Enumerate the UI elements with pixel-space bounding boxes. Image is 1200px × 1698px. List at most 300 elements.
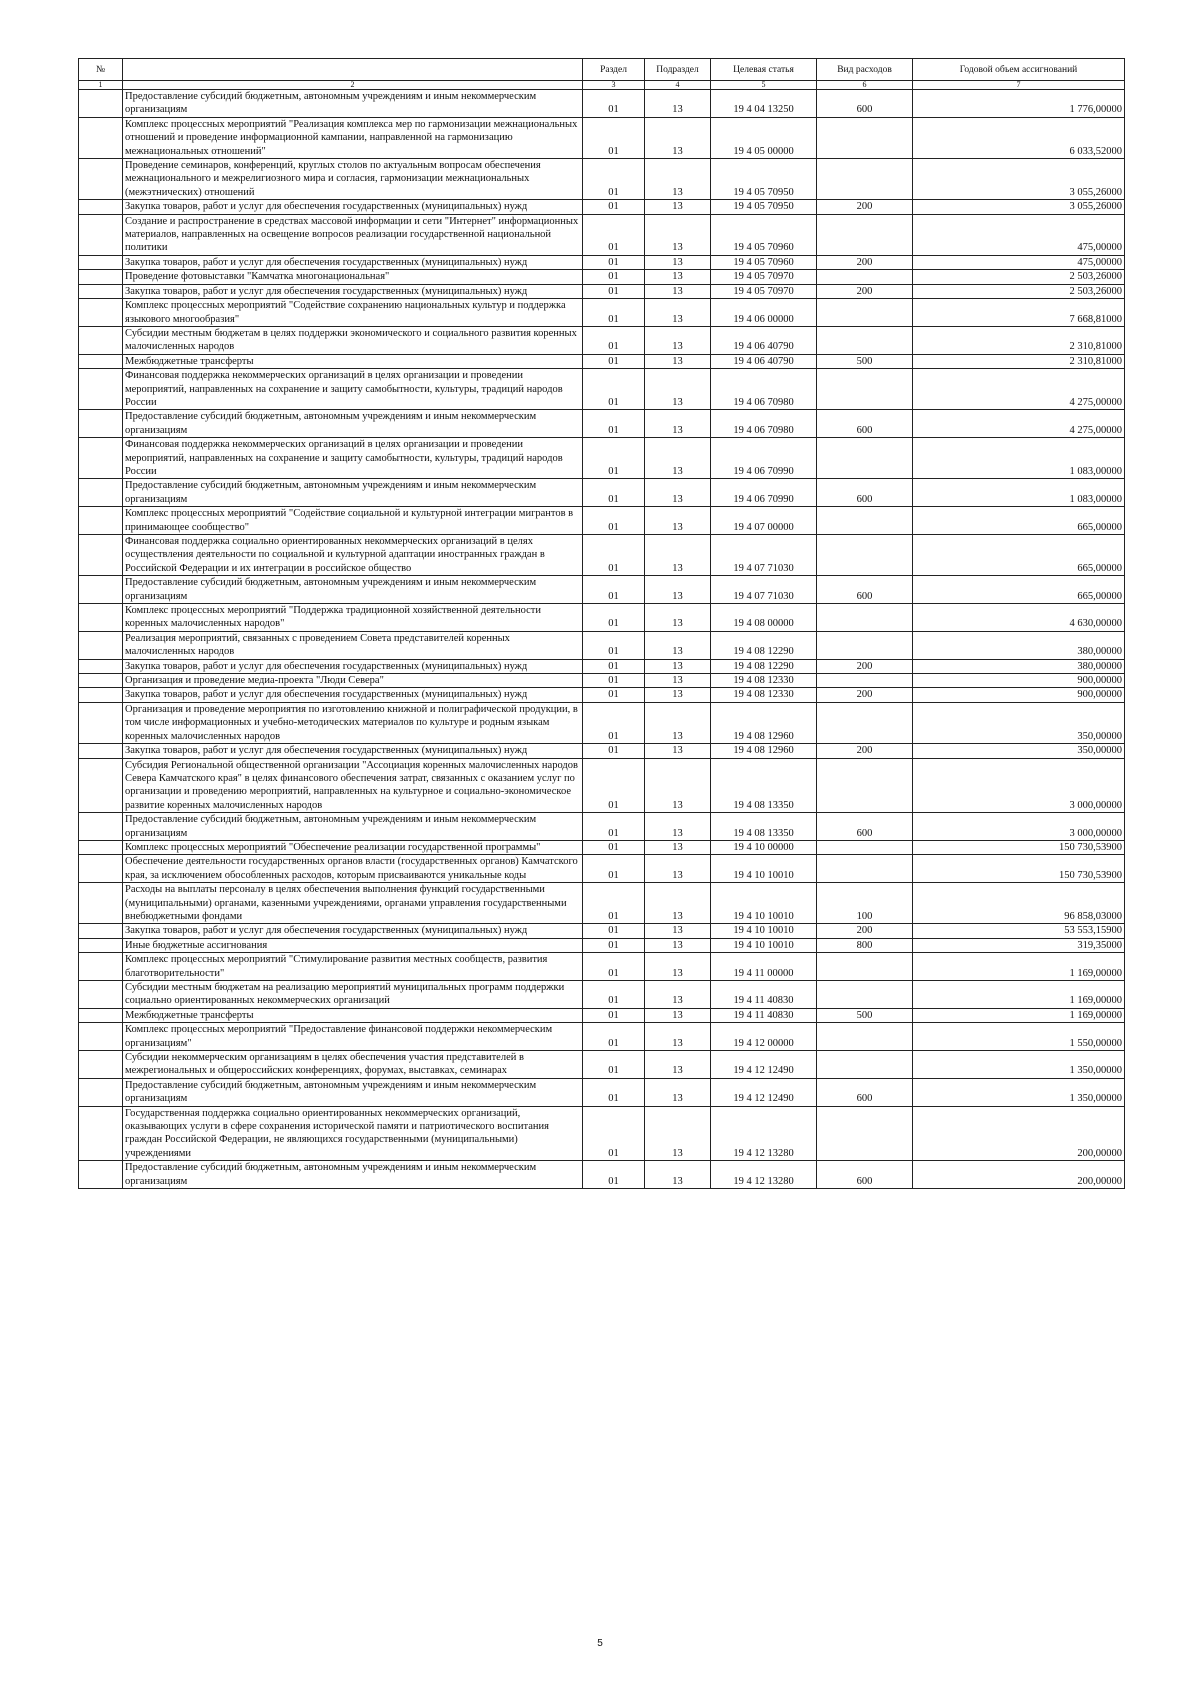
amount-cell: 319,35000	[913, 938, 1125, 952]
row-name-cell: Комплекс процессных мероприятий "Обеспечение реализации государственной программы"	[123, 840, 583, 854]
amount-cell: 1 169,00000	[913, 981, 1125, 1009]
index-cell: 6	[817, 81, 913, 90]
expense-type-cell: 500	[817, 1008, 913, 1022]
table-row	[79, 159, 1125, 200]
table-row	[79, 702, 1125, 743]
page-number: 5	[597, 1638, 603, 1649]
subsection-cell: 13	[645, 659, 711, 673]
article-cell: 19 4 06 40790	[711, 326, 817, 354]
row-name-cell: Закупка товаров, работ и услуг для обеспечения государственных (муниципальных) нужд	[123, 744, 583, 758]
table-row	[79, 758, 1125, 813]
header-number: №	[79, 59, 123, 81]
section-cell: 01	[583, 214, 645, 255]
section-cell: 01	[583, 688, 645, 702]
subsection-cell: 13	[645, 479, 711, 507]
amount-cell: 96 858,03000	[913, 883, 1125, 924]
article-cell: 19 4 04 13250	[711, 90, 817, 118]
table-row	[79, 674, 1125, 688]
subsection-cell: 13	[645, 576, 711, 604]
row-number-cell	[79, 758, 123, 813]
row-name-cell: Предоставление субсидий бюджетным, автономным учреждениям и иным некоммерческим организациям	[123, 1078, 583, 1106]
table-row	[79, 688, 1125, 702]
row-number-cell	[79, 813, 123, 841]
section-cell: 01	[583, 1161, 645, 1189]
amount-cell: 665,00000	[913, 535, 1125, 576]
expense-type-cell	[817, 840, 913, 854]
expense-type-cell	[817, 159, 913, 200]
amount-cell: 1 776,00000	[913, 90, 1125, 118]
section-cell: 01	[583, 576, 645, 604]
table-row	[79, 1161, 1125, 1189]
expense-type-cell: 600	[817, 1078, 913, 1106]
expense-type-cell	[817, 1051, 913, 1079]
expense-type-cell	[817, 855, 913, 883]
article-cell: 19 4 05 70960	[711, 255, 817, 269]
article-cell: 19 4 06 70980	[711, 369, 817, 410]
expense-type-cell	[817, 507, 913, 535]
row-number-cell	[79, 1106, 123, 1161]
section-cell: 01	[583, 299, 645, 327]
index-cell: 2	[123, 81, 583, 90]
amount-cell: 2 310,81000	[913, 326, 1125, 354]
article-cell: 19 4 06 40790	[711, 354, 817, 368]
expense-type-cell	[817, 1106, 913, 1161]
expense-type-cell: 600	[817, 1161, 913, 1189]
article-cell: 19 4 05 70960	[711, 214, 817, 255]
expense-type-cell: 200	[817, 200, 913, 214]
amount-cell: 1 083,00000	[913, 438, 1125, 479]
header-annual-amount: Годовой объем ассигнований	[913, 59, 1125, 81]
section-cell: 01	[583, 953, 645, 981]
subsection-cell: 13	[645, 1078, 711, 1106]
expense-type-cell	[817, 117, 913, 158]
table-row	[79, 659, 1125, 673]
table-row	[79, 369, 1125, 410]
row-number-cell	[79, 604, 123, 632]
table-row	[79, 953, 1125, 981]
section-cell: 01	[583, 159, 645, 200]
expense-type-cell: 600	[817, 813, 913, 841]
section-cell: 01	[583, 326, 645, 354]
article-cell: 19 4 10 10010	[711, 855, 817, 883]
article-cell: 19 4 07 00000	[711, 507, 817, 535]
table-row	[79, 270, 1125, 284]
amount-cell: 200,00000	[913, 1106, 1125, 1161]
expense-type-cell: 200	[817, 688, 913, 702]
article-cell: 19 4 10 00000	[711, 840, 817, 854]
row-name-cell: Иные бюджетные ассигнования	[123, 938, 583, 952]
article-cell: 19 4 08 12960	[711, 744, 817, 758]
expense-type-cell	[817, 1023, 913, 1051]
subsection-cell: 13	[645, 855, 711, 883]
expense-type-cell: 600	[817, 410, 913, 438]
row-name-cell: Финансовая поддержка социально ориентированных некоммерческих организаций в целях осуществления деятельности по социальной и культурной адаптации иностранных граждан в Российской Федерации и их интеграции в российское общество	[123, 535, 583, 576]
section-cell: 01	[583, 270, 645, 284]
section-cell: 01	[583, 924, 645, 938]
subsection-cell: 13	[645, 410, 711, 438]
table-row	[79, 840, 1125, 854]
index-cell: 4	[645, 81, 711, 90]
expense-type-cell	[817, 604, 913, 632]
section-cell: 01	[583, 631, 645, 659]
row-name-cell: Проведение семинаров, конференций, круглых столов по актуальным вопросам обеспечения межнационального и межрелигиозного мира и согласия, гармонизации межнациональных (межэтнических) отношений	[123, 159, 583, 200]
table-row	[79, 200, 1125, 214]
expense-type-cell: 600	[817, 90, 913, 118]
row-number-cell	[79, 1023, 123, 1051]
row-name-cell: Предоставление субсидий бюджетным, автономным учреждениям и иным некоммерческим организациям	[123, 479, 583, 507]
budget-table	[78, 58, 1125, 1189]
subsection-cell: 13	[645, 1023, 711, 1051]
section-cell: 01	[583, 1008, 645, 1022]
row-number-cell	[79, 299, 123, 327]
amount-cell: 4 275,00000	[913, 410, 1125, 438]
subsection-cell: 13	[645, 284, 711, 298]
article-cell: 19 4 07 71030	[711, 535, 817, 576]
expense-type-cell	[817, 270, 913, 284]
amount-cell: 4 275,00000	[913, 369, 1125, 410]
expense-type-cell: 200	[817, 659, 913, 673]
row-number-cell	[79, 507, 123, 535]
row-number-cell	[79, 284, 123, 298]
table-row	[79, 438, 1125, 479]
section-cell: 01	[583, 90, 645, 118]
section-cell: 01	[583, 1106, 645, 1161]
row-name-cell: Субсидия Региональной общественной организации "Ассоциация коренных малочисленных народов Севера Камчатского края" в целях финансового обеспечения затрат, связанных с оказанием услуг по организации и проведению мероприятий, направленных на культурное и социально-экономическое развитие коренных малочисленных народов	[123, 758, 583, 813]
article-cell: 19 4 08 12330	[711, 688, 817, 702]
amount-cell: 1 083,00000	[913, 479, 1125, 507]
article-cell: 19 4 11 40830	[711, 1008, 817, 1022]
amount-cell: 665,00000	[913, 507, 1125, 535]
section-cell: 01	[583, 1051, 645, 1079]
subsection-cell: 13	[645, 507, 711, 535]
expense-type-cell: 600	[817, 576, 913, 604]
row-number-cell	[79, 659, 123, 673]
row-name-cell: Закупка товаров, работ и услуг для обеспечения государственных (муниципальных) нужд	[123, 924, 583, 938]
subsection-cell: 13	[645, 369, 711, 410]
section-cell: 01	[583, 410, 645, 438]
section-cell: 01	[583, 604, 645, 632]
row-number-cell	[79, 200, 123, 214]
row-number-cell	[79, 326, 123, 354]
subsection-cell: 13	[645, 1008, 711, 1022]
row-number-cell	[79, 702, 123, 743]
article-cell: 19 4 12 12490	[711, 1051, 817, 1079]
section-cell: 01	[583, 758, 645, 813]
subsection-cell: 13	[645, 981, 711, 1009]
row-number-cell	[79, 744, 123, 758]
article-cell: 19 4 06 70980	[711, 410, 817, 438]
row-name-cell: Комплекс процессных мероприятий "Стимулирование развития местных сообществ, развития благотворительности"	[123, 953, 583, 981]
amount-cell: 200,00000	[913, 1161, 1125, 1189]
article-cell: 19 4 08 12290	[711, 659, 817, 673]
row-name-cell: Финансовая поддержка некоммерческих организаций в целях организации и проведении мероприятий, направленных на сохранение и защиту самобытности, культуры, традиций народов России	[123, 369, 583, 410]
expense-type-cell	[817, 953, 913, 981]
amount-cell: 665,00000	[913, 576, 1125, 604]
row-number-cell	[79, 354, 123, 368]
row-name-cell: Субсидии местным бюджетам в целях поддержки экономического и социального развития коренных малочисленных народов	[123, 326, 583, 354]
table-header-row	[79, 59, 1125, 81]
article-cell: 19 4 08 12330	[711, 674, 817, 688]
row-name-cell: Комплекс процессных мероприятий "Предоставление финансовой поддержки некоммерческим организациям"	[123, 1023, 583, 1051]
row-name-cell: Межбюджетные трансферты	[123, 354, 583, 368]
amount-cell: 380,00000	[913, 659, 1125, 673]
subsection-cell: 13	[645, 117, 711, 158]
row-number-cell	[79, 883, 123, 924]
row-name-cell: Обеспечение деятельности государственных органов власти (государственных органов) Камчатского края, за исключением обособленных расходов, которым присваиваются уникальные коды	[123, 855, 583, 883]
article-cell: 19 4 10 10010	[711, 924, 817, 938]
row-name-cell: Закупка товаров, работ и услуг для обеспечения государственных (муниципальных) нужд	[123, 688, 583, 702]
table-row	[79, 1051, 1125, 1079]
row-name-cell: Государственная поддержка социально ориентированных некоммерческих организаций, оказывающих услуги в сфере сохранения исторической памяти и патриотического воспитания граждан Российской Федерации, не являющихся государственными (муниципальными) учреждениями	[123, 1106, 583, 1161]
section-cell: 01	[583, 674, 645, 688]
table-row	[79, 576, 1125, 604]
row-number-cell	[79, 674, 123, 688]
expense-type-cell: 500	[817, 354, 913, 368]
expense-type-cell: 100	[817, 883, 913, 924]
section-cell: 01	[583, 744, 645, 758]
section-cell: 01	[583, 813, 645, 841]
row-number-cell	[79, 840, 123, 854]
row-name-cell: Закупка товаров, работ и услуг для обеспечения государственных (муниципальных) нужд	[123, 255, 583, 269]
row-name-cell: Предоставление субсидий бюджетным, автономным учреждениям и иным некоммерческим организациям	[123, 1161, 583, 1189]
row-number-cell	[79, 924, 123, 938]
row-number-cell	[79, 410, 123, 438]
article-cell: 19 4 05 70970	[711, 270, 817, 284]
amount-cell: 2 310,81000	[913, 354, 1125, 368]
expense-type-cell	[817, 702, 913, 743]
article-cell: 19 4 08 12290	[711, 631, 817, 659]
header-name	[123, 59, 583, 81]
section-cell: 01	[583, 1023, 645, 1051]
row-name-cell: Реализация мероприятий, связанных с проведением Совета представителей коренных малочисленных народов	[123, 631, 583, 659]
article-cell: 19 4 05 70950	[711, 159, 817, 200]
table-row	[79, 535, 1125, 576]
row-number-cell	[79, 855, 123, 883]
expense-type-cell: 200	[817, 284, 913, 298]
table-row	[79, 744, 1125, 758]
section-cell: 01	[583, 981, 645, 1009]
header-expense-type: Вид расходов	[817, 59, 913, 81]
expense-type-cell: 200	[817, 924, 913, 938]
amount-cell: 7 668,81000	[913, 299, 1125, 327]
article-cell: 19 4 12 13280	[711, 1106, 817, 1161]
row-name-cell: Организация и проведение медиа-проекта "Люди Севера"	[123, 674, 583, 688]
subsection-cell: 13	[645, 688, 711, 702]
row-name-cell: Закупка товаров, работ и услуг для обеспечения государственных (муниципальных) нужд	[123, 659, 583, 673]
expense-type-cell	[817, 758, 913, 813]
row-name-cell: Предоставление субсидий бюджетным, автономным учреждениям и иным некоммерческим организациям	[123, 813, 583, 841]
row-name-cell: Предоставление субсидий бюджетным, автономным учреждениям и иным некоммерческим организациям	[123, 410, 583, 438]
expense-type-cell	[817, 981, 913, 1009]
subsection-cell: 13	[645, 214, 711, 255]
subsection-cell: 13	[645, 840, 711, 854]
subsection-cell: 13	[645, 159, 711, 200]
row-number-cell	[79, 369, 123, 410]
amount-cell: 350,00000	[913, 744, 1125, 758]
subsection-cell: 13	[645, 953, 711, 981]
article-cell: 19 4 05 70950	[711, 200, 817, 214]
section-cell: 01	[583, 255, 645, 269]
expense-type-cell	[817, 631, 913, 659]
row-name-cell: Организация и проведение мероприятия по изготовлению книжной и полиграфической продукции, в том числе информационных и учебно-методических материалов по культуре и родным языкам коренных малочисленных народов	[123, 702, 583, 743]
table-row	[79, 299, 1125, 327]
subsection-cell: 13	[645, 200, 711, 214]
subsection-cell: 13	[645, 1106, 711, 1161]
section-cell: 01	[583, 507, 645, 535]
row-number-cell	[79, 938, 123, 952]
article-cell: 19 4 06 70990	[711, 479, 817, 507]
subsection-cell: 13	[645, 604, 711, 632]
article-cell: 19 4 12 12490	[711, 1078, 817, 1106]
subsection-cell: 13	[645, 326, 711, 354]
header-section: Раздел	[583, 59, 645, 81]
subsection-cell: 13	[645, 255, 711, 269]
expense-type-cell	[817, 674, 913, 688]
row-number-cell	[79, 479, 123, 507]
table-row	[79, 938, 1125, 952]
subsection-cell: 13	[645, 90, 711, 118]
row-number-cell	[79, 438, 123, 479]
table-row	[79, 1078, 1125, 1106]
article-cell: 19 4 05 00000	[711, 117, 817, 158]
subsection-cell: 13	[645, 702, 711, 743]
row-number-cell	[79, 1161, 123, 1189]
header-article: Целевая статья	[711, 59, 817, 81]
row-name-cell: Расходы на выплаты персоналу в целях обеспечения выполнения функций государственными (муниципальными) органами, казенными учреждениями, органами управления государственными внебюджетными фондами	[123, 883, 583, 924]
amount-cell: 1 350,00000	[913, 1078, 1125, 1106]
expense-type-cell	[817, 299, 913, 327]
row-number-cell	[79, 631, 123, 659]
amount-cell: 1 169,00000	[913, 953, 1125, 981]
row-name-cell: Закупка товаров, работ и услуг для обеспечения государственных (муниципальных) нужд	[123, 200, 583, 214]
row-number-cell	[79, 255, 123, 269]
subsection-cell: 13	[645, 1161, 711, 1189]
subsection-cell: 13	[645, 299, 711, 327]
amount-cell: 475,00000	[913, 255, 1125, 269]
table-row	[79, 631, 1125, 659]
section-cell: 01	[583, 702, 645, 743]
header-subsection: Подраздел	[645, 59, 711, 81]
section-cell: 01	[583, 938, 645, 952]
expense-type-cell: 200	[817, 744, 913, 758]
article-cell: 19 4 11 00000	[711, 953, 817, 981]
section-cell: 01	[583, 284, 645, 298]
subsection-cell: 13	[645, 1051, 711, 1079]
row-name-cell: Комплекс процессных мероприятий "Поддержка традиционной хозяйственной деятельности коренных малочисленных народов"	[123, 604, 583, 632]
table-row	[79, 604, 1125, 632]
subsection-cell: 13	[645, 535, 711, 576]
expense-type-cell: 800	[817, 938, 913, 952]
row-number-cell	[79, 981, 123, 1009]
row-name-cell: Межбюджетные трансферты	[123, 1008, 583, 1022]
section-cell: 01	[583, 479, 645, 507]
table-row	[79, 924, 1125, 938]
section-cell: 01	[583, 369, 645, 410]
amount-cell: 1 550,00000	[913, 1023, 1125, 1051]
subsection-cell: 13	[645, 354, 711, 368]
amount-cell: 900,00000	[913, 688, 1125, 702]
row-number-cell	[79, 117, 123, 158]
row-name-cell: Субсидии некоммерческим организациям в целях обеспечения участия представителей в межрегиональных и общероссийских конференциях, форумах, выставках, семинарах	[123, 1051, 583, 1079]
row-name-cell: Проведение фотовыставки "Камчатка многонациональная"	[123, 270, 583, 284]
article-cell: 19 4 11 40830	[711, 981, 817, 1009]
article-cell: 19 4 10 10010	[711, 883, 817, 924]
section-cell: 01	[583, 855, 645, 883]
article-cell: 19 4 06 00000	[711, 299, 817, 327]
subsection-cell: 13	[645, 631, 711, 659]
amount-cell: 3 055,26000	[913, 200, 1125, 214]
row-name-cell: Комплекс процессных мероприятий "Содействие социальной и культурной интеграции мигрантов в принимающее сообщество"	[123, 507, 583, 535]
section-cell: 01	[583, 659, 645, 673]
article-cell: 19 4 08 13350	[711, 813, 817, 841]
expense-type-cell	[817, 326, 913, 354]
amount-cell: 3 000,00000	[913, 813, 1125, 841]
table-row	[79, 1008, 1125, 1022]
row-name-cell: Финансовая поддержка некоммерческих организаций в целях организации и проведении мероприятий, направленных на сохранение и защиту самобытности, культуры, традиций народов России	[123, 438, 583, 479]
section-cell: 01	[583, 840, 645, 854]
table-row	[79, 326, 1125, 354]
row-number-cell	[79, 90, 123, 118]
row-name-cell: Предоставление субсидий бюджетным, автономным учреждениям и иным некоммерческим организациям	[123, 576, 583, 604]
row-name-cell: Комплекс процессных мероприятий "Реализация комплекса мер по гармонизации межнациональных отношений и проведение информационной кампании, направленной на гармонизацию межнациональных отношений"	[123, 117, 583, 158]
section-cell: 01	[583, 117, 645, 158]
amount-cell: 900,00000	[913, 674, 1125, 688]
subsection-cell: 13	[645, 438, 711, 479]
amount-cell: 2 503,26000	[913, 284, 1125, 298]
subsection-cell: 13	[645, 883, 711, 924]
amount-cell: 6 033,52000	[913, 117, 1125, 158]
section-cell: 01	[583, 1078, 645, 1106]
table-row	[79, 117, 1125, 158]
article-cell: 19 4 12 00000	[711, 1023, 817, 1051]
row-number-cell	[79, 576, 123, 604]
subsection-cell: 13	[645, 758, 711, 813]
expense-type-cell	[817, 214, 913, 255]
article-cell: 19 4 12 13280	[711, 1161, 817, 1189]
amount-cell: 350,00000	[913, 702, 1125, 743]
row-number-cell	[79, 1008, 123, 1022]
amount-cell: 2 503,26000	[913, 270, 1125, 284]
row-name-cell: Предоставление субсидий бюджетным, автономным учреждениям и иным некоммерческим организациям	[123, 90, 583, 118]
amount-cell: 150 730,53900	[913, 840, 1125, 854]
article-cell: 19 4 06 70990	[711, 438, 817, 479]
section-cell: 01	[583, 354, 645, 368]
article-cell: 19 4 07 71030	[711, 576, 817, 604]
expense-type-cell	[817, 369, 913, 410]
row-name-cell: Создание и распространение в средствах массовой информации и сети "Интернет" информационных материалов, направленных на освещение вопросов реализации государственной национальной политики	[123, 214, 583, 255]
section-cell: 01	[583, 200, 645, 214]
index-cell: 5	[711, 81, 817, 90]
column-index-row	[79, 81, 1125, 90]
row-number-cell	[79, 270, 123, 284]
row-name-cell: Комплекс процессных мероприятий "Содействие сохранению национальных культур и поддержка языкового многообразия"	[123, 299, 583, 327]
subsection-cell: 13	[645, 674, 711, 688]
index-cell: 7	[913, 81, 1125, 90]
section-cell: 01	[583, 535, 645, 576]
index-cell: 1	[79, 81, 123, 90]
row-number-cell	[79, 159, 123, 200]
section-cell: 01	[583, 438, 645, 479]
table-row	[79, 284, 1125, 298]
budget-table-page	[78, 58, 1124, 1189]
row-number-cell	[79, 1051, 123, 1079]
subsection-cell: 13	[645, 924, 711, 938]
amount-cell: 150 730,53900	[913, 855, 1125, 883]
row-name-cell: Субсидии местным бюджетам на реализацию мероприятий муниципальных программ поддержки социально ориентированных некоммерческих организаций	[123, 981, 583, 1009]
row-number-cell	[79, 688, 123, 702]
article-cell: 19 4 05 70970	[711, 284, 817, 298]
table-row	[79, 410, 1125, 438]
